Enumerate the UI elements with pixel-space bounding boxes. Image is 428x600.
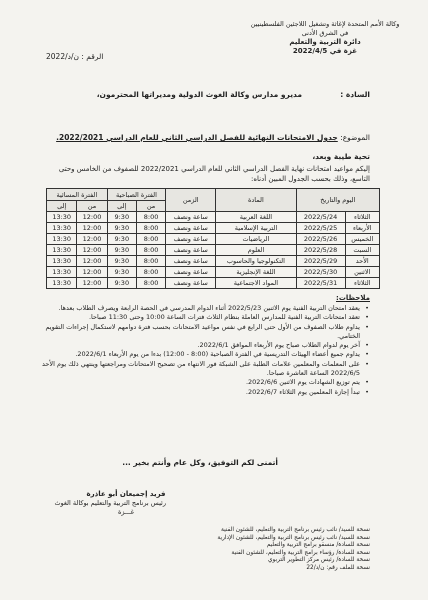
table-row	[47, 267, 380, 278]
cell-date: 2022/5/30	[296, 267, 345, 278]
list-item: نسخة للسادة/ رئيس مركز التطوير التربوي	[267, 557, 370, 564]
cell-date: 2022/5/31	[296, 278, 345, 289]
cell-subject: العلوم	[216, 245, 296, 256]
cell-morning-from: 8:00	[136, 212, 165, 223]
cell-duration: ساعة ونصف	[166, 267, 216, 278]
list-item: • يتم توزيع الشهادات يوم الاثنين 2022/6/6.	[30, 378, 360, 387]
cell-evening-to: 13:30	[47, 223, 77, 234]
cell-morning-from: 8:00	[136, 234, 165, 245]
letterhead	[240, 20, 410, 56]
list-item: نسخة للسيد/ نائب رئيس برنامج التربية والتعليم، للشئون الفنية	[221, 527, 370, 533]
signatory-title: رئيس برنامج التربية والتعليم بوكالة الغوث	[54, 499, 166, 507]
cell-evening-from: 12:00	[77, 234, 107, 245]
list-item: نسخة للسيد/ نائب رئيس برنامج التربية والتعليم، للشئون الإدارية	[217, 534, 370, 541]
signatory-name: فريد إجميعان أبو عاذرة	[86, 490, 166, 498]
header-evening-from: من	[77, 201, 107, 212]
closing-wish: أتمنى لكم التوفيق، وكل عام وأنتم بخير ...	[122, 458, 278, 467]
cell-duration: ساعة ونصف	[166, 245, 216, 256]
cell-evening-from: 12:00	[77, 278, 107, 289]
cell-subject: الرياضيات	[216, 234, 296, 245]
copies-list	[170, 527, 370, 573]
header-morning-to: إلى	[107, 201, 136, 212]
list-item: • تبدأ إجازة المعلمين يوم الثلاثاء 2022/6/7.	[30, 388, 360, 397]
cell-evening-to: 13:30	[47, 234, 77, 245]
cell-morning-from: 8:00	[136, 223, 165, 234]
cell-morning-from: 8:00	[136, 256, 165, 267]
cell-evening-from: 12:00	[77, 245, 107, 256]
cell-morning-to: 9:30	[107, 278, 136, 289]
list-item: • يعقد امتحان التربية الفنية يوم الاثنين 2022/5/23 أثناء الدوام المدرسي في الحصة الرابعة ويصرف الطلاب بعدها.	[30, 304, 360, 313]
cell-date: 2022/5/29	[296, 256, 345, 267]
cell-morning-to: 9:30	[107, 256, 136, 267]
cell-day: الخميس	[345, 234, 379, 245]
list-item: نسخة للسادة/ منسقو برامج التربية والتعليم	[266, 542, 370, 549]
cell-evening-to: 13:30	[47, 278, 77, 289]
cell-evening-from: 12:00	[77, 267, 107, 278]
table-row	[47, 256, 380, 267]
subject-line	[56, 133, 370, 142]
header-morning-from: من	[136, 201, 165, 212]
salutation-body: مديرو مدارس وكالة الغوث الدولية ومديراتها المحترمون،	[96, 90, 302, 99]
table-row	[47, 223, 380, 234]
reference-number: الرقم : ن/د/2022	[46, 52, 104, 61]
subject-text: جدول الامتحانات النهائية للفصل الدراسي الثاني للعام الدراسي 2022/2021.	[56, 133, 338, 142]
cell-morning-to: 9:30	[107, 212, 136, 223]
cell-evening-from: 12:00	[77, 223, 107, 234]
cell-day: الأربعاء	[345, 223, 379, 234]
cell-morning-from: 8:00	[136, 267, 165, 278]
cell-evening-to: 13:30	[47, 245, 77, 256]
cell-day: الثلاثاء	[345, 278, 379, 289]
cell-subject: التربية الإسلامية	[216, 223, 296, 234]
cell-morning-to: 9:30	[107, 267, 136, 278]
cell-duration: ساعة ونصف	[166, 212, 216, 223]
cell-evening-from: 12:00	[77, 256, 107, 267]
cell-day: الثلاثاء	[345, 212, 379, 223]
list-item: • آخر يوم لدوام الطلاب صباح يوم الأربعاء الموافق 2022/6/1.	[30, 341, 360, 350]
table-row	[47, 212, 380, 223]
cell-subject: اللغة العربية	[216, 212, 296, 223]
cell-morning-to: 9:30	[107, 245, 136, 256]
subject-label: الموضوع:	[340, 133, 370, 142]
org-name: وكالة الأمم المتحدة لإغاثة وتشغيل اللاجئين الفلسطينيين	[250, 20, 400, 28]
cell-evening-from: 12:00	[77, 212, 107, 223]
list-item: • يداوم جميع أعضاء الهيئات التدريسية في الفترة الصباحية (8:00 - 12:00) بدءا من يوم الأربعاء 2022/6/1.	[30, 350, 360, 359]
cell-subject: اللغة الإنجليزية	[216, 267, 296, 278]
signature-block	[54, 490, 166, 517]
cell-duration: ساعة ونصف	[166, 278, 216, 289]
cell-evening-to: 13:30	[47, 212, 77, 223]
cell-date: 2022/5/25	[296, 223, 345, 234]
cell-day: الاثنين	[345, 267, 379, 278]
header-morning: الفترة الصباحية	[107, 189, 166, 201]
cell-date: 2022/5/26	[296, 234, 345, 245]
list-item: نسخة للملف رقم: ن/د/22	[306, 564, 370, 571]
cell-morning-from: 8:00	[136, 278, 165, 289]
signatory-city: غـــزة	[117, 508, 135, 516]
cell-day: السبت	[345, 245, 379, 256]
table-row	[47, 245, 380, 256]
cell-subject: المواد الاجتماعية	[216, 278, 296, 289]
list-item: • على المعلمات والمعلمين علامات الطلبة على الشبكة فور الانتهاء من تصحيح الامتحانات ومراجعتها وينتهي ذلك يوم الأحد 2022/6/5 الساعة العاشرة صباحا.	[30, 360, 360, 379]
header-evening: الفترة المسائية	[47, 189, 108, 201]
cell-duration: ساعة ونصف	[166, 256, 216, 267]
cell-date: 2022/5/24	[296, 212, 345, 223]
table-row	[47, 278, 380, 289]
list-item: • تعقد امتحانات التربية الفنية للمدارس العاملة بنظام الثلاث فترات الساعة 10:00 وحتى 11:30 صباحا.	[30, 313, 360, 322]
cell-morning-to: 9:30	[107, 223, 136, 234]
salutation-to: السادة :	[340, 90, 370, 99]
department-name: دائرة التربية والتعليم	[289, 38, 361, 46]
cell-subject: التكنولوجيا والحاسوب	[216, 256, 296, 267]
table-row	[47, 234, 380, 245]
header-duration: الزمن	[166, 189, 216, 212]
cell-date: 2022/5/28	[296, 245, 345, 256]
cell-duration: ساعة ونصف	[166, 223, 216, 234]
greeting: تحية طيبة وبعد،	[312, 152, 370, 161]
letter-date: غزة في 2022/4/5	[292, 47, 358, 55]
cell-duration: ساعة ونصف	[166, 234, 216, 245]
exam-schedule-table	[46, 188, 380, 289]
header-day-date: اليوم والتاريخ	[296, 189, 379, 212]
notes-list	[30, 304, 370, 397]
header-subject: المادة	[216, 189, 296, 212]
header-evening-to: إلى	[47, 201, 77, 212]
intro-paragraph: إليكم مواعيد امتحانات نهاية الفصل الدراسي الثاني للعام الدراسي 2022/2021 للصفوف من الخامس وحتى التاسع، وذلك بحسب الجدول المبين أدناه:	[58, 165, 370, 183]
cell-evening-to: 13:30	[47, 256, 77, 267]
list-item: • يداوم طلاب الصفوف من الأول حتى الرابع في نفس مواعيد الامتحانات بحسب فترة دوامهم لاستكمال إجراءات التقويم الختامي.	[30, 323, 360, 342]
org-region: في الشرق الأدنى	[301, 29, 349, 37]
cell-evening-to: 13:30	[47, 267, 77, 278]
cell-morning-to: 9:30	[107, 234, 136, 245]
cell-day: الأحد	[345, 256, 379, 267]
cell-morning-from: 8:00	[136, 245, 165, 256]
notes-title: ملاحظات:	[336, 294, 370, 302]
list-item: نسخة للسادة/ رؤساء برامج التربية والتعليم، للشئون الفنية	[231, 549, 370, 556]
